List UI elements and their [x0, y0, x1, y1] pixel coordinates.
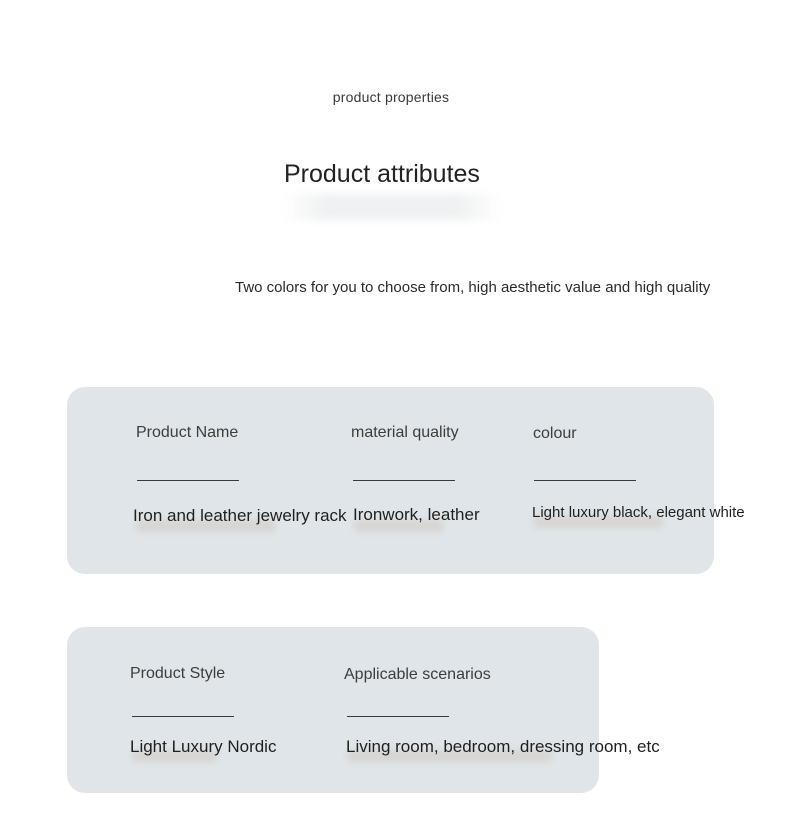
attribute-label-material: material quality	[351, 424, 459, 441]
tagline: Two colors for you to choose from, high aesthetic value and high quality	[235, 279, 711, 296]
attribute-label-product-style: Product Style	[130, 665, 226, 682]
attribute-label-scenarios: Applicable scenarios	[344, 666, 491, 683]
attribute-divider	[137, 480, 239, 481]
attribute-label-colour: colour	[533, 425, 577, 442]
title-reflection	[282, 194, 502, 220]
attribute-value-material: Ironwork, leather	[353, 505, 480, 524]
attribute-divider	[132, 716, 234, 717]
attribute-divider	[353, 480, 455, 481]
attribute-divider	[534, 480, 636, 481]
attribute-divider	[347, 716, 449, 717]
attribute-label-product-name: Product Name	[136, 424, 239, 441]
attribute-card-secondary	[67, 627, 599, 793]
attribute-value-colour: Light luxury black, elegant white	[532, 504, 745, 521]
attribute-value-scenarios: Living room, bedroom, dressing room, etc	[346, 737, 660, 756]
attribute-value-product-name: Iron and leather jewelry rack	[133, 506, 347, 525]
attribute-value-product-style: Light Luxury Nordic	[130, 737, 277, 756]
page-title: Product attributes	[284, 160, 480, 188]
subtitle: product properties	[332, 89, 450, 105]
